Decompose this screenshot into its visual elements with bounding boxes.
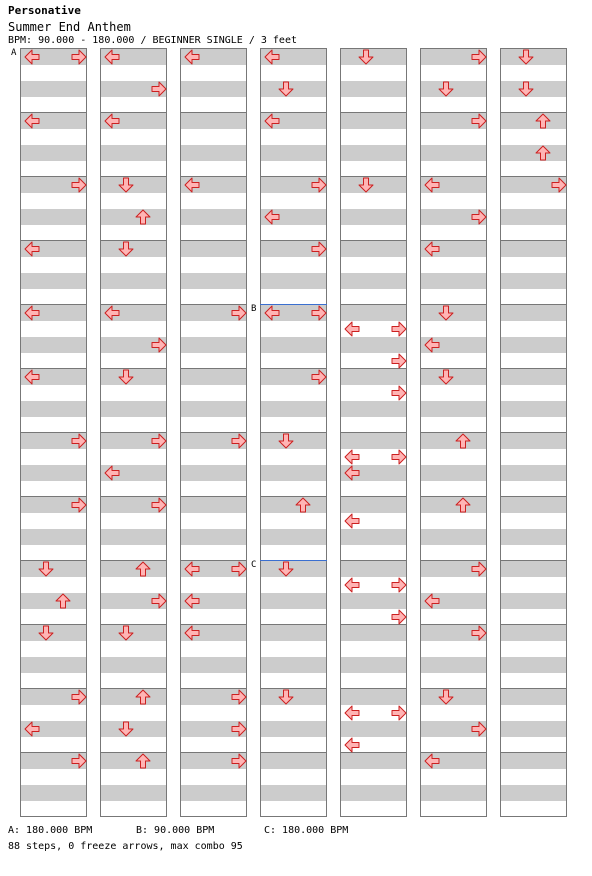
beat-band [101, 401, 166, 417]
step-arrow-up-icon [135, 753, 151, 769]
bpm-marker-label: B [251, 304, 257, 314]
step-arrow-up-icon [535, 145, 551, 161]
measure-line [501, 560, 566, 561]
step-arrow-down-icon [118, 625, 134, 641]
measure-line [181, 112, 246, 113]
beat-band [501, 753, 566, 769]
step-arrow-right-icon [231, 561, 247, 577]
step-arrow-right-icon [71, 177, 87, 193]
beat-band [21, 337, 86, 353]
measure-line [501, 304, 566, 305]
step-stats: 88 steps, 0 freeze arrows, max combo 95 [8, 841, 243, 852]
beat-band [261, 593, 326, 609]
beat-band [21, 593, 86, 609]
beat-band [341, 785, 406, 801]
bpm-marker-label: C [251, 560, 257, 570]
beat-band [501, 657, 566, 673]
beat-band [181, 657, 246, 673]
step-arrow-right-icon [391, 577, 407, 593]
beat-band [341, 561, 406, 577]
beat-band [341, 241, 406, 257]
chart-column [20, 48, 87, 817]
measure-line [341, 112, 406, 113]
beat-band [101, 689, 166, 705]
step-arrow-right-icon [151, 593, 167, 609]
step-arrow-right-icon [151, 337, 167, 353]
beat-band [341, 689, 406, 705]
beat-band [181, 113, 246, 129]
step-arrow-right-icon [391, 449, 407, 465]
step-arrow-up-icon [295, 497, 311, 513]
step-arrow-down-icon [118, 177, 134, 193]
beat-band [21, 529, 86, 545]
beat-band [501, 561, 566, 577]
step-arrow-left-icon [104, 113, 120, 129]
step-arrow-right-icon [471, 49, 487, 65]
beat-band [501, 721, 566, 737]
step-arrow-left-icon [424, 753, 440, 769]
beat-band [421, 497, 486, 513]
beat-band [101, 209, 166, 225]
beat-band [421, 529, 486, 545]
beat-band [181, 497, 246, 513]
step-arrow-right-icon [471, 113, 487, 129]
step-arrow-left-icon [184, 177, 200, 193]
beat-band [181, 369, 246, 385]
step-arrow-right-icon [471, 721, 487, 737]
step-arrow-down-icon [278, 81, 294, 97]
step-arrow-down-icon [518, 49, 534, 65]
beat-band [501, 785, 566, 801]
step-arrow-right-icon [231, 305, 247, 321]
step-arrow-left-icon [424, 593, 440, 609]
measure-line [421, 432, 486, 433]
beat-band [421, 657, 486, 673]
step-arrow-left-icon [264, 305, 280, 321]
step-arrow-down-icon [118, 241, 134, 257]
measure-line [341, 496, 406, 497]
measure-line [501, 240, 566, 241]
step-arrow-left-icon [344, 737, 360, 753]
measure-line [501, 496, 566, 497]
step-arrow-up-icon [455, 497, 471, 513]
chart-column [100, 48, 167, 817]
beat-band [501, 433, 566, 449]
measure-line [101, 560, 166, 561]
measure-line [181, 240, 246, 241]
beat-band [21, 209, 86, 225]
song-title: Summer End Anthem [8, 20, 131, 34]
beat-band [501, 305, 566, 321]
beat-band [261, 465, 326, 481]
step-arrow-down-icon [278, 433, 294, 449]
beat-band [341, 401, 406, 417]
beat-band [181, 465, 246, 481]
measure-line [261, 624, 326, 625]
beat-band [261, 753, 326, 769]
beat-band [421, 465, 486, 481]
beat-band [21, 81, 86, 97]
beat-band [21, 273, 86, 289]
chart-column [500, 48, 567, 817]
beat-band [341, 273, 406, 289]
beat-band [421, 433, 486, 449]
beat-band [181, 337, 246, 353]
beat-band [341, 209, 406, 225]
step-arrow-down-icon [278, 689, 294, 705]
step-arrow-up-icon [135, 209, 151, 225]
step-arrow-left-icon [344, 449, 360, 465]
step-arrow-left-icon [344, 577, 360, 593]
beat-band [501, 497, 566, 513]
beat-band [341, 657, 406, 673]
step-arrow-right-icon [391, 609, 407, 625]
measure-line [341, 304, 406, 305]
measure-line [101, 752, 166, 753]
step-arrow-right-icon [231, 433, 247, 449]
beat-band [501, 273, 566, 289]
beat-band [101, 145, 166, 161]
measure-line [181, 368, 246, 369]
step-arrow-left-icon [264, 209, 280, 225]
beat-band [181, 145, 246, 161]
step-arrow-left-icon [104, 49, 120, 65]
beat-band [261, 625, 326, 641]
step-arrow-right-icon [151, 81, 167, 97]
beat-band [21, 465, 86, 481]
chart-info: BPM: 90.000 - 180.000 / BEGINNER SINGLE / 3 feet [8, 35, 297, 46]
step-arrow-right-icon [311, 369, 327, 385]
beat-band [341, 497, 406, 513]
bpm-legend-a: A: 180.000 BPM [8, 825, 93, 836]
measure-line [501, 688, 566, 689]
beat-band [501, 113, 566, 129]
step-arrow-right-icon [151, 433, 167, 449]
step-arrow-right-icon [471, 625, 487, 641]
beat-band [421, 401, 486, 417]
step-arrow-down-icon [438, 81, 454, 97]
beat-band [181, 209, 246, 225]
step-arrow-left-icon [344, 321, 360, 337]
measure-line [501, 432, 566, 433]
step-arrow-right-icon [231, 721, 247, 737]
beat-band [261, 721, 326, 737]
measure-line [261, 496, 326, 497]
step-arrow-right-icon [391, 705, 407, 721]
measure-line [181, 496, 246, 497]
beat-band [501, 401, 566, 417]
step-arrow-right-icon [231, 689, 247, 705]
step-arrow-down-icon [38, 625, 54, 641]
bpm-legend-b: B: 90.000 BPM [136, 825, 215, 836]
step-arrow-right-icon [391, 385, 407, 401]
step-arrow-left-icon [264, 113, 280, 129]
step-arrow-right-icon [71, 433, 87, 449]
beat-band [21, 657, 86, 673]
step-arrow-left-icon [424, 241, 440, 257]
measure-line [421, 496, 486, 497]
step-arrow-left-icon [24, 305, 40, 321]
beat-band [341, 593, 406, 609]
beat-band [341, 81, 406, 97]
step-arrow-down-icon [38, 561, 54, 577]
bpm-marker-label: A [11, 48, 17, 58]
beat-band [501, 529, 566, 545]
step-arrow-left-icon [24, 721, 40, 737]
step-arrow-up-icon [135, 561, 151, 577]
bpm-legend-c: C: 180.000 BPM [264, 825, 349, 836]
step-arrow-down-icon [118, 721, 134, 737]
step-arrow-left-icon [184, 593, 200, 609]
beat-band [341, 433, 406, 449]
bpm-change-line [260, 560, 327, 561]
beat-band [261, 401, 326, 417]
step-arrow-down-icon [518, 81, 534, 97]
step-arrow-left-icon [184, 49, 200, 65]
beat-band [21, 785, 86, 801]
beat-band [21, 401, 86, 417]
step-arrow-down-icon [358, 177, 374, 193]
beat-band [21, 145, 86, 161]
beat-band [101, 657, 166, 673]
beat-band [341, 305, 406, 321]
step-arrow-right-icon [471, 561, 487, 577]
beat-band [421, 273, 486, 289]
step-arrow-left-icon [24, 113, 40, 129]
beat-band [341, 753, 406, 769]
beat-band [261, 785, 326, 801]
step-arrow-down-icon [438, 689, 454, 705]
beat-band [341, 145, 406, 161]
beat-band [181, 401, 246, 417]
beat-band [501, 369, 566, 385]
beat-band [501, 145, 566, 161]
step-arrow-up-icon [135, 689, 151, 705]
beat-band [181, 273, 246, 289]
beat-band [181, 241, 246, 257]
beat-band [341, 625, 406, 641]
measure-line [341, 560, 406, 561]
step-arrow-up-icon [455, 433, 471, 449]
beat-band [341, 337, 406, 353]
beat-band [261, 337, 326, 353]
beat-band [261, 529, 326, 545]
step-arrow-up-icon [535, 113, 551, 129]
step-arrow-left-icon [424, 177, 440, 193]
measure-line [501, 624, 566, 625]
step-arrow-right-icon [71, 497, 87, 513]
beat-band [101, 561, 166, 577]
step-arrow-left-icon [264, 49, 280, 65]
step-arrow-left-icon [344, 465, 360, 481]
chart-column [180, 48, 247, 817]
measure-line [341, 240, 406, 241]
step-arrow-right-icon [151, 497, 167, 513]
step-arrow-right-icon [551, 177, 567, 193]
step-arrow-left-icon [424, 337, 440, 353]
beat-band [421, 145, 486, 161]
beat-band [261, 497, 326, 513]
step-arrow-down-icon [118, 369, 134, 385]
beat-band [501, 625, 566, 641]
step-arrow-left-icon [344, 513, 360, 529]
measure-line [101, 688, 166, 689]
step-arrow-down-icon [438, 305, 454, 321]
step-arrow-down-icon [358, 49, 374, 65]
beat-band [501, 689, 566, 705]
step-arrow-left-icon [24, 369, 40, 385]
beat-band [501, 241, 566, 257]
step-arrow-left-icon [184, 561, 200, 577]
chart-column [340, 48, 407, 817]
artist-name: Personative [8, 4, 81, 17]
beat-band [101, 529, 166, 545]
step-arrow-left-icon [24, 241, 40, 257]
beat-band [341, 113, 406, 129]
step-arrow-left-icon [24, 49, 40, 65]
beat-band [501, 337, 566, 353]
step-arrow-right-icon [71, 753, 87, 769]
measure-line [261, 752, 326, 753]
step-arrow-left-icon [344, 705, 360, 721]
measure-line [501, 752, 566, 753]
step-arrow-up-icon [55, 593, 71, 609]
beat-band [181, 81, 246, 97]
chart-column [420, 48, 487, 817]
measure-line [341, 688, 406, 689]
step-arrow-right-icon [231, 753, 247, 769]
beat-band [501, 465, 566, 481]
beat-band [501, 209, 566, 225]
beat-band [341, 721, 406, 737]
step-arrow-right-icon [391, 353, 407, 369]
beat-band [261, 273, 326, 289]
measure-line [501, 112, 566, 113]
beat-band [181, 529, 246, 545]
step-arrow-down-icon [278, 561, 294, 577]
step-arrow-right-icon [391, 321, 407, 337]
step-arrow-right-icon [71, 689, 87, 705]
step-arrow-left-icon [184, 625, 200, 641]
beat-band [181, 785, 246, 801]
bpm-change-line [260, 304, 327, 305]
beat-band [501, 593, 566, 609]
beat-band [101, 785, 166, 801]
step-arrow-left-icon [104, 305, 120, 321]
beat-band [261, 145, 326, 161]
beat-band [101, 753, 166, 769]
beat-band [341, 529, 406, 545]
step-arrow-right-icon [71, 49, 87, 65]
step-arrow-right-icon [311, 177, 327, 193]
step-arrow-right-icon [471, 209, 487, 225]
chart-column [260, 48, 327, 817]
beat-band [261, 657, 326, 673]
step-arrow-down-icon [438, 369, 454, 385]
beat-band [101, 273, 166, 289]
measure-line [501, 368, 566, 369]
measure-line [341, 432, 406, 433]
step-arrow-left-icon [104, 465, 120, 481]
step-arrow-right-icon [311, 241, 327, 257]
step-arrow-right-icon [311, 305, 327, 321]
beat-band [341, 369, 406, 385]
beat-band [421, 785, 486, 801]
